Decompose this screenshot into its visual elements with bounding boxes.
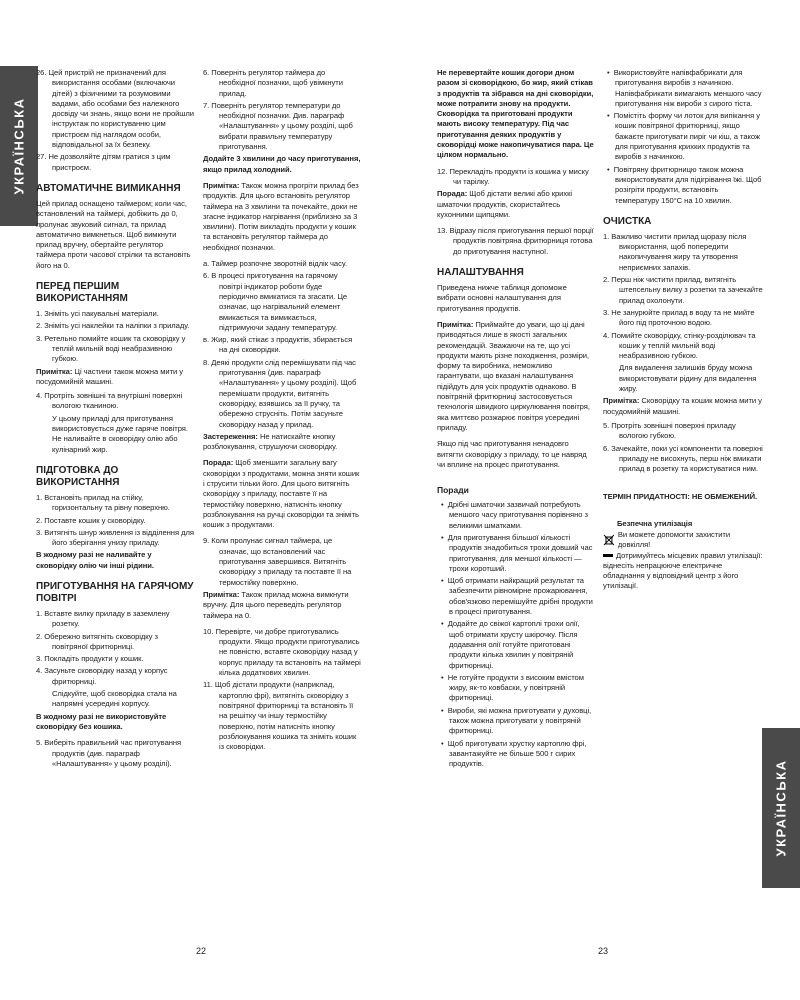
cleaning-item: 5. Протріть зовнішні поверхні приладу вологою губкою. xyxy=(603,420,736,441)
language-tab-right xyxy=(762,728,800,888)
cleaning-title: ОЧИСТКА xyxy=(603,215,652,227)
preparation-item: 1. Встановіть прилад на стійку, горизонтальну та рівну поверхню. xyxy=(36,492,170,513)
auto-off-title: АВТОМАТИЧНЕ ВИМИКАННЯ xyxy=(36,182,181,194)
add-time-note: Додайте 3 хвилини до часу приготування, якщо прилад холодний. xyxy=(203,154,361,174)
cleaning-item: 4. Помийте сковорідку, стінку-розділювач та кошик у теплій мильній воді неабразивною губкою. xyxy=(603,330,756,361)
hot-air-item: 7. Поверніть регулятор температури до необхідної позначки. Див. параграф «Налаштування» у цьому розділі, щоб вибрати правильну температуру приготування. xyxy=(203,100,353,152)
crossed-bin-icon xyxy=(603,534,615,546)
hot-air-item: 6. В процесі приготування на гарячому повітрі індикатор роботи буде періодично вмикатися та згасати. Це означає, що нагрівальний елемент вмикається та вимикається, підтримуючи задану температуру. xyxy=(203,271,348,332)
hot-air-item: 4. Засуньте сковорідку назад у корпус фритюрниці. xyxy=(36,666,168,686)
disposal-line-2: Дотримуйтесь місцевих правил утилізації: xyxy=(603,551,763,561)
first-use-title: ПЕРЕД ПЕРШИМ ВИКОРИСТАННЯМ xyxy=(36,281,128,305)
bar-icon xyxy=(603,554,613,557)
tip-item: • Повітряну фритюрницю також можна використовувати для підігрівання їжі. Щоб розігріти продукти, встановіть температуру 150°С на 10 хвилин. xyxy=(607,164,762,205)
settings-text-2: Якщо під час приготування ненадовго витягти сковорідку з приладу, то це навряд чи вплине на процес приготування. xyxy=(437,439,587,469)
cleaning-item: 1. Важливо чистити прилад щоразу після використання, щоб попередити накопичування жиру та утворення неприємних запахів. xyxy=(603,231,747,272)
tip-item: • Додайте до свіжої картоплі трохи олії, щоб отримати хрусту шкірочку. Після додавання олії готуйте приготовані продукти кілька хвилин у повітряній фритюрниці. xyxy=(441,619,580,670)
hot-air-item: 8. Деякі продукти слід перемішувати під час приготування (див. параграф «Налаштування» у цьому розділі). Щоб перемішати продукти, витягніть сковорідку, взявшись за її ручку, та обережно струсніть. Потім засуньте сковорідку назад у прилад. xyxy=(203,357,357,429)
hot-air-item: 3. Покладіть продукти у кошик. xyxy=(36,654,144,664)
tip-item: • Дрібні шматочки зазвичай потребують меншого часу приготування порівняно з великими шматками. xyxy=(441,500,588,530)
tips-title: Поради xyxy=(437,485,469,496)
tip-item: • Не готуйте продукти з високим вмістом жиру, як-то ковбаски, у повітряній фритюрниці. xyxy=(441,672,584,703)
page-number-left: 22 xyxy=(196,946,207,956)
preparation-item: 3. Витягніть шнур живлення із відділення для його зберігання унизу приладу. xyxy=(36,527,194,548)
note-dishwasher-2: Примітка: Сковорідку та кошик можна мити у посудомийній машині. xyxy=(603,396,762,416)
language-tab-right-label: УКРАЇНСЬКА xyxy=(773,759,789,857)
disposal-title: Безпечна утилізація xyxy=(617,518,693,528)
cleaning-item: 2. Перш ніж чистити прилад, витягніть штепсельну вилку з розетки та зачекайте прилад охолонути. xyxy=(603,275,763,305)
auto-off-text: Цей прилад оснащено таймером; коли час, встановлений на таймері, добіжить до 0, пролунає звуковий сигнал, та прилад автоматично вимкнеться. Щоб вимкнути прилад вручну, обертайте регулятор таймера проти часової стрілки та встановіть його на 0. xyxy=(36,198,191,270)
hot-air-item: 5. Виберіть правильний час приготування продуктів (див. параграф «Налаштування» у цьому розділі). xyxy=(36,738,182,768)
hot-air-warning: В жодному разі не використовуйте сковорідку без кошика. xyxy=(36,711,167,731)
page-number-right: 23 xyxy=(598,946,609,956)
tip-item: • Використовуйте напівфабрикати для приготування виробів з начинкою. Напівфабрикати вимагають меншого часу приготування ніж вироби з сирого тіста. xyxy=(607,68,762,108)
safety-item-26: 26. Цей пристрій не призначений для використання особами (включаючи дітей) з фізичними та розумовими вадами, або особами без належного досвіду чи знань, якщо вони не пройшли інструктаж по користуванню цим пристроєм під наглядом особи, відповідальної за їх безпеку. xyxy=(36,68,194,150)
settings-text: Приведена нижче таблиця допоможе вибрати основні налаштування для приготування продуктів. xyxy=(437,283,567,313)
cleaning-item: 6. Зачекайте, поки усі компоненти та поверхні приладу не висохнуть, перш ніж вмикати прилад в розетку та користуватися ним. xyxy=(603,443,763,474)
cleaning-item: 3. Не занурюйте прилад в воду та не мийте його під проточною водою. xyxy=(603,307,755,328)
hot-air-item: 1. Вставте вилку приладу в заземлену розетку. xyxy=(36,608,170,629)
note-settings: Примітка: Приймайте до уваги, що ці дані приводяться лише в якості загальних рекомендацій. Зважаючи на те, що усі продукти мають різне походження, розміри, форму та виробника, неможливо гарантувати, що вказані налаштування підійдуть для усіх продуктів однаково. В повітряній фритюрниці застосовується технологія швидкого циркулювання повітря, яка миттєво розжарює повітря усередині приладу. xyxy=(437,319,590,432)
disposal-text: віднесіть непрацююче електричне обладнання у відповідний центр з його утилізації. xyxy=(603,560,739,591)
preparation-item: 2. Поставте кошик у сковорідку. xyxy=(36,515,146,525)
hot-air-item: 10. Перевірте, чи добре приготувались продукти. Якщо продукти приготувались не повністю, вставте сковорідку назад у корпус приладу та встановіть на таймері кілька додаткових хвилин. xyxy=(203,626,361,678)
settings-title: НАЛАШТУВАННЯ xyxy=(437,267,524,279)
tip-item: • Щоб приготувати хрустку картоплю фрі, завантажуйте не більше 500 г сирих продуктів. xyxy=(441,738,587,769)
basket-warning: Не перевертайте кошик догори дном разом зі сковорідкою, бо жир, який стікав з продуктів та зібрався на дні сковорідки, може потрапити знову на продукти. Сковорідка та приготовані продукти мають високу температуру. Під час приготування деяких продуктів у сковорідці може накопичуватися пара. Це цілком нормально. xyxy=(437,68,594,160)
hot-air-item: 6. Поверніть регулятор таймера до необхідної позначки, щоб увімкнути прилад. xyxy=(203,68,343,98)
safety-item-27: 27. Не дозволяйте дітям гратися з цим пристроєм. xyxy=(36,152,171,172)
first-use-item-sub: У цьому приладі для приготування використовується дуже гаряче повітря. Не наливайте в сковорідку олію або кулінарний жир. xyxy=(52,413,188,454)
note-preheat: Примітка: Також можна прогріти прилад без продуктів. Для цього встановіть регулятор таймера на 3 хвилини та почекайте, доки не згасне індикатор нагрівання (приблизно за 3 хвилини). Потім викладіть продукти у кошик та встановіть регулятор таймера до необхідної позначки. xyxy=(203,180,359,252)
preparation-title: ПІДГОТОВКА ДО ВИКОРИСТАННЯ xyxy=(36,464,120,488)
hot-air-item: 9. Коли пролунає сигнал таймера, це означає, що встановлений час приготування завершився. Витягніть сковорідку з приладу та поставте її на термостійку поверхню. xyxy=(203,536,352,587)
first-use-item: 1. Зніміть усі пакувальні матеріали. xyxy=(36,309,159,319)
disposal-line-1: Ви можете допомогти захистити довкілля! xyxy=(603,530,763,551)
hot-air-item: 11. Щоб дістати продукти (наприклад, картоплю фрі), витягніть сковорідку з повітряної фритюрниці та встановіть її на решітку чи іншу термостійку поверхню, потім натисніть кнопку розблокування кошика та зніміть кошик із сковорідки. xyxy=(203,680,357,752)
tip-item: • Для приготування більшої кількості продуктів знадобиться трохи довший час приготування, для меншої кількості — трохи коротший. xyxy=(441,532,593,573)
hot-air-item-sub: Слідкуйте, щоб сковорідка стала на напрямні усередині корпусу. xyxy=(52,689,177,709)
language-tab-left-label: УКРАЇНСЬКА xyxy=(11,97,27,195)
tip-tongs: Порада: Щоб дістати великі або крихкі шматочки продуктів, скористайтесь кухонними щипцями. xyxy=(437,189,573,219)
first-use-item: 4. Протріть зовнішні та внутрішні поверхні вологою тканиною. xyxy=(36,391,183,411)
language-tab-left xyxy=(0,66,38,226)
hot-air-item: 13. Відразу після приготування першої порції продуктів повітряна фритюрниця готова до приготування наступної. xyxy=(437,226,594,256)
hot-air-item: a. Таймер розпочне зворотній відлік часу. xyxy=(203,259,347,269)
note-manual-off: Примітка: Також прилад можна вимкнути вручну. Для цього переведіть регулятор таймера на 0. xyxy=(203,589,349,620)
page22-column-1 xyxy=(36,68,194,771)
page22-column-2 xyxy=(203,68,361,754)
tip-item: • Щоб отримати найкращий результат та забезпечити рівномірне прожарювання, обов'язково перемішуйте дрібні продукти в процесі приготування. xyxy=(441,576,593,617)
tip-item: • Помістіть форму чи лоток для випікання у кошик повітряної фритюрниці, якщо бажаєте приготувати пиріг чи кіш, а також для приготування крихких продуктів та виробів з начинкою. xyxy=(607,111,761,162)
caution-note: Застереження: Не натискайте кнопку розблокування, струшуючи сковорідку. xyxy=(203,431,338,452)
preparation-warning: В жодному разі не наливайте у сковорідку олію чи інші рідини. xyxy=(36,550,154,570)
hot-air-item: 12. Перекладіть продукти із кошика у миску чи тарілку. xyxy=(437,166,589,186)
hot-air-title: ПРИГОТУВАННЯ НА ГАРЯЧОМУ ПОВІТРІ xyxy=(36,580,194,604)
shelf-life: ТЕРМІН ПРИДАТНОСТІ: НЕ ОБМЕЖЕНИЙ. xyxy=(603,492,758,502)
tip-note: Порада: Щоб зменшити загальну вагу сковорідки з продуктами, можна зняти кошик і струсити тільки його. Для цього витягніть сковорідку з приладу, поставте її на термостійку поверхню, натисніть кнопку розблокування на ручці сковорідки та зніміть кошик з продуктами. xyxy=(203,458,360,530)
first-use-item: 3. Ретельно помийте кошик та сковорідку у теплій мильній воді неабразивною губкою. xyxy=(36,333,186,364)
page23-column-1 xyxy=(437,68,595,772)
tip-item: • Вироби, які можна приготувати у духовці, також можна приготувати у повітряній фритюрниці. xyxy=(441,705,592,736)
hot-air-item: 2. Обережно витягніть сковорідку з повітряної фритюрниці. xyxy=(36,631,158,651)
first-use-item: 2. Зніміть усі наклейки та наліпки з приладу. xyxy=(36,321,190,331)
note-dishwasher: Примітка: Ці частини також можна мити у посудомийній машині. xyxy=(36,366,183,386)
page23-column-2 xyxy=(603,68,763,598)
hot-air-item: в. Жир, який стікає з продуктів, збирається на дні сковорідки. xyxy=(203,335,353,355)
cleaning-item-sub: Для видалення залишків бруду можна використовувати рідину для видалення жиру. xyxy=(619,363,757,394)
